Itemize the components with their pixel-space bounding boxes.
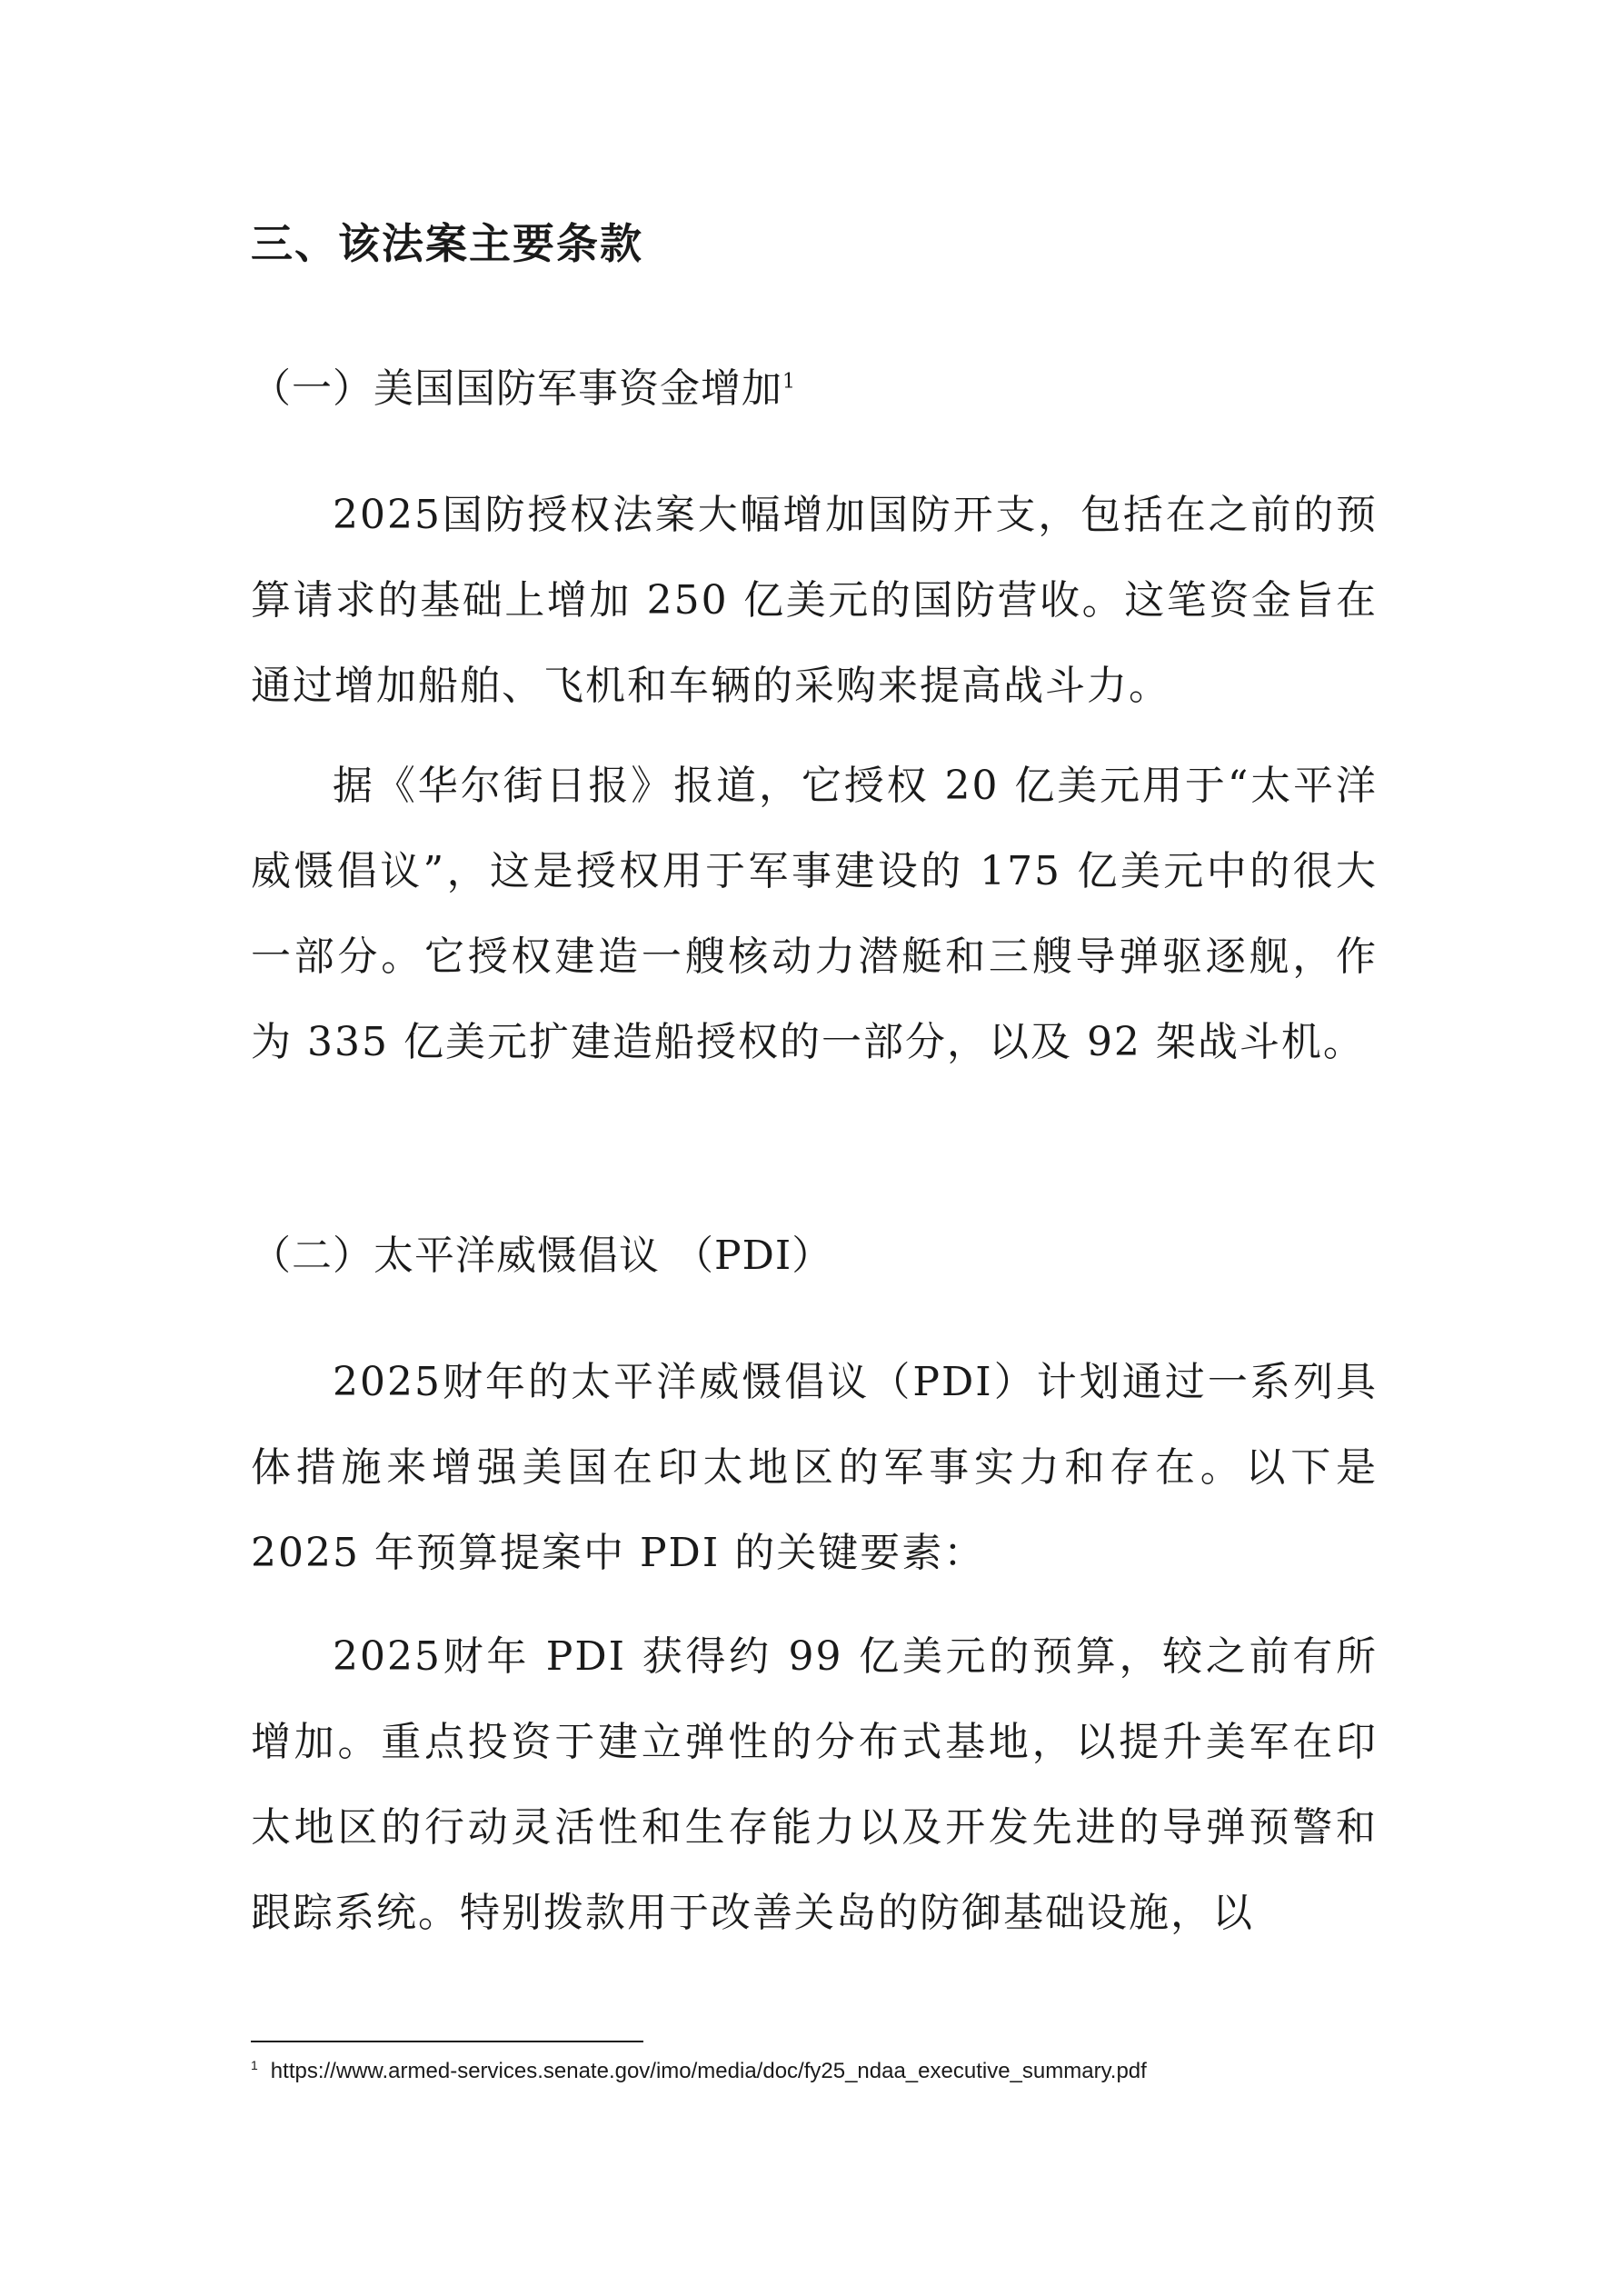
- paragraph-1: 2025国防授权法案大幅增加国防开支，包括在之前的预算请求的基础上增加 250 亿美元的国防营收。这笔资金旨在通过增加船舶、飞机和车辆的采购来提高战斗力。: [251, 492, 1378, 709]
- footnote-separator: [251, 2041, 643, 2042]
- footnote-link[interactable]: https://www.armed-services.senate.gov/imo/media/doc/fy25_ndaa_executive_summary.pdf: [270, 2059, 1147, 2083]
- paragraph-2: 据《华尔街日报》报道，它授权 20 亿美元用于“太平洋威慑倡议”，这是授权用于军事建设的 175 亿美元中的很大一部分。它授权建造一艘核动力潜艇和三艘导弹驱逐舰，作为 335 亿美元扩建造船授权的一部分，以及 92 架战斗机。: [251, 763, 1378, 1065]
- subsection-1-title: （一）美国国防军事资金增加: [251, 365, 782, 412]
- footnote-mark: 1: [251, 2058, 258, 2072]
- footnote-ref-1[interactable]: 1: [782, 370, 796, 394]
- paragraph-3: 2025财年的太平洋威慑倡议（PDI）计划通过一系列具体措施来增强美国在印太地区的军事实力和存在。以下是 2025 年预算提案中 PDI 的关键要素：: [251, 1359, 1378, 1576]
- footnote: [251, 2056, 1147, 2087]
- subsection-heading-1: [251, 362, 796, 416]
- subsection-heading-2: （二）太平洋威慑倡议 （PDI）: [251, 1233, 833, 1279]
- paragraph-4: 2025财年 PDI 获得约 99 亿美元的预算，较之前有所增加。重点投资于建立弹性的分布式基地，以提升美军在印太地区的行动灵活性和生存能力以及开发先进的导弹预警和跟踪系统。特别拨款用于改善关岛的防御基础设施，以: [251, 1633, 1378, 1936]
- section-heading: 三、该法案主要条款: [251, 219, 643, 268]
